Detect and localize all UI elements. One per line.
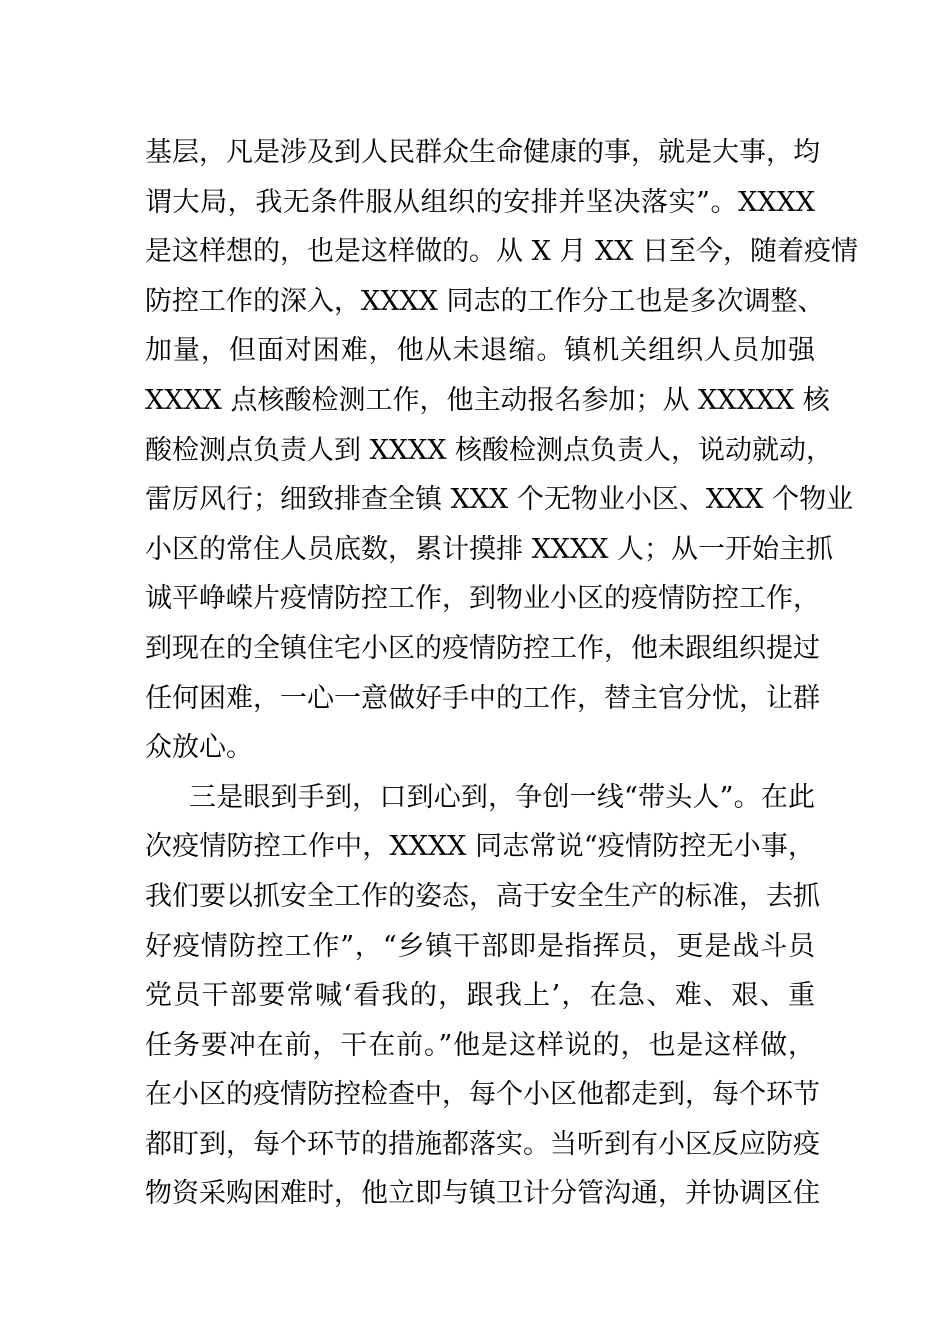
text-line: 我们要以抓安全工作的姿态，高于安全生产的标准，去抓 (145, 880, 820, 912)
text-line: 基层，凡是涉及到人民群众生命健康的事，就是大事，均 (145, 137, 820, 168)
body-text (145, 128, 858, 1219)
text-line: 防控工作的深入，XXXX 同志的工作分工也是多次调整、 (145, 285, 825, 317)
text-line: 党员干部要常喊‘看我的，跟我上’，在急、难、艰、重 (145, 980, 815, 1012)
text-line: 诚平峥嵘片疫情防控工作，到物业小区的疫情防控工作， (145, 583, 820, 615)
text-line: 在小区的疫情防控检查中，每个小区他都走到，每个环节 (145, 1079, 820, 1111)
text-line: 次疫情防控工作中，XXXX 同志常说“疫情防控无小事， (145, 831, 815, 863)
paragraph-start-line: 三是眼到手到，口到心到，争创一线“带头人”。在此 (189, 781, 815, 813)
text-line: 任何困难，一心一意做好手中的工作，替主官分忧，让群 (145, 682, 820, 714)
text-line: 都盯到，每个环节的措施都落实。当听到有小区反应防疫 (145, 1128, 820, 1160)
paragraph-end-line: 众放心。 (145, 732, 253, 764)
text-line: 好疫情防控工作”，“乡镇干部即是指挥员，更是战斗员 (145, 930, 815, 962)
text-line: 小区的常住人员底数，累计摸排 XXXX 人；从一开始主抓 (145, 533, 834, 565)
text-line: 物资采购困难时，他立即与镇卫计分管沟通，并协调区住 (145, 1178, 820, 1210)
text-line: 是这样想的，也是这样做的。从 X 月 XX 日至今，随着疫情 (145, 236, 858, 268)
text-line: 谓大局，我无条件服从组织的安排并坚决落实”。XXXX (145, 186, 815, 218)
text-line: XXXX 点核酸检测工作，他主动报名参加；从 XXXXX 核 (145, 384, 830, 416)
text-line: 加量，但面对困难，他从未退缩。镇机关组织人员加强 (145, 335, 815, 367)
text-line: 雷厉风行；细致排查全镇 XXX 个无物业小区、XXX 个物业 (145, 484, 854, 516)
text-line: 酸检测点负责人到 XXXX 核酸检测点负责人，说动就动， (145, 434, 834, 466)
text-line: 到现在的全镇住宅小区的疫情防控工作，他未跟组织提过 (145, 632, 820, 664)
text-line: 任务要冲在前，干在前。”他是这样说的，也是这样做， (145, 1029, 815, 1061)
